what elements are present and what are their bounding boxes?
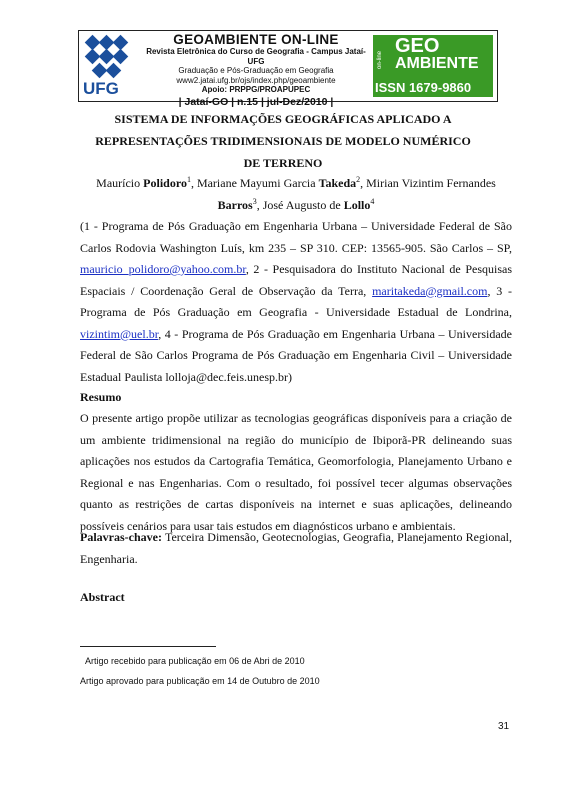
keywords-text: Terceira Dimensão, Geotecnologias, Geografia, Planejamento Regional, Engenharia. (80, 530, 512, 566)
footnote-approved: Artigo aprovado para publicação em 14 de Outubro de 2010 (80, 676, 320, 686)
email-link-2[interactable]: maritakeda@gmail.com (372, 283, 488, 298)
affiliation-3: , 3 - Programa de Pós Graduação em Geografia - Universidade Estadual de Londrina, (80, 283, 513, 319)
author-4-first: , José Augusto de (256, 197, 344, 212)
ambiente-logo-text: AMBIENTE (395, 55, 479, 72)
footnote-received: Artigo recebido para publicação em 06 de Abri de 2010 (85, 656, 305, 666)
email-link-1[interactable]: mauricio_polidoro@yahoo.com.br (80, 262, 246, 276)
journal-issue: | Jataí-GO | n.15 | jul-Dez/2010 | (178, 95, 334, 108)
author-3-surname: Barros (217, 197, 253, 212)
header-text (139, 31, 373, 108)
author-1-surname: Polidoro (143, 176, 187, 190)
footnote-divider (80, 646, 216, 647)
keywords-label: Palavras-chave: (80, 530, 162, 544)
email-link-3[interactable]: vizintim@uel.br (80, 326, 159, 341)
ufg-logo (79, 31, 139, 101)
geoambiente-logo (373, 35, 493, 97)
author-2-surname: Takeda (318, 176, 357, 190)
journal-subtitle: Revista Eletrônica do Curso de Geografia - Campus Jataí- UFG (146, 47, 366, 66)
article-title: SISTEMA DE INFORMAÇÕES GEOGRÁFICAS APLICADO A REPRESENTAÇÕES TRIDIMENSIONAIS DE MODELO NUMÉRICO DE TERRENO (95, 112, 471, 170)
author-1-sup: 1 (186, 175, 191, 184)
author-list (80, 173, 512, 216)
journal-support: Apoio: PRPPG/PROAPUPEC (201, 85, 311, 94)
affiliations (80, 216, 512, 388)
journal-url: www2.jatai.ufg.br/ojs/index.php/geoambiente (176, 75, 336, 85)
ufg-logo-text: UFG (83, 79, 119, 98)
author-1-first: Maurício (96, 176, 144, 190)
page-number: 31 (498, 721, 510, 732)
journal-header (78, 30, 498, 108)
geo-logo-small: on-line (377, 50, 383, 69)
affiliation-1: (1 - Programa de Pós Graduação em Engenharia Urbana – Universidade Federal de São Carlos Rodovia Washington Luís, km 235 – SP 310. CEP: 13565-905. São Carlos – SP, (80, 219, 512, 255)
author-2-first: , Mariane Mayumi Garcia (190, 176, 319, 190)
journal-program: Graduação e Pós-Graduação em Geografia (178, 66, 334, 75)
author-3-first: , Mirian Vizintim Fernandes (360, 176, 496, 190)
abstract-heading: Abstract (80, 590, 125, 604)
geo-logo-text: GEO (395, 35, 440, 57)
author-4-surname: Lollo (343, 197, 371, 212)
resumo-heading: Resumo (80, 390, 122, 404)
author-3-sup: 3 (252, 196, 257, 206)
keywords (80, 527, 512, 570)
issn: ISSN 1679-9860 (375, 80, 472, 95)
resumo-text: O presente artigo propõe utilizar as tecnologias geográficas disponíveis para a criação de um ambiente tridimensional na região do município de Ibiporã-PR delineando suas aplicações nos estudos da Cartografia Temática, Geomorfologia, Planejamento Urbano e Regional e nas Engenharias. Com o resultado, foi possível tecer algumas observações quanto as restrições de cartas disponíveis na internet e suas aplicações, delineando possíveis cenários para usar tais estudos em diagnósticos urbano e ambientais. (80, 411, 512, 533)
author-4-sup: 4 (370, 196, 375, 206)
author-2-sup: 2 (356, 175, 361, 184)
journal-title: GEOAMBIENTE ON-LINE (173, 32, 339, 47)
affiliation-2: , 2 - Pesquisadora do Instituto Nacional de Pesquisas Espaciais / Coordenação Geral de Observação da Terra, (80, 262, 512, 298)
affiliation-4: , 4 - Programa de Pós Graduação em Engenharia Urbana – Universidade Federal de São Carlos Programa de Pós Graduação em Engenharia Civil – Universidade Estadual Paulista lolloja@dec.feis.unesp.br) (80, 326, 512, 384)
